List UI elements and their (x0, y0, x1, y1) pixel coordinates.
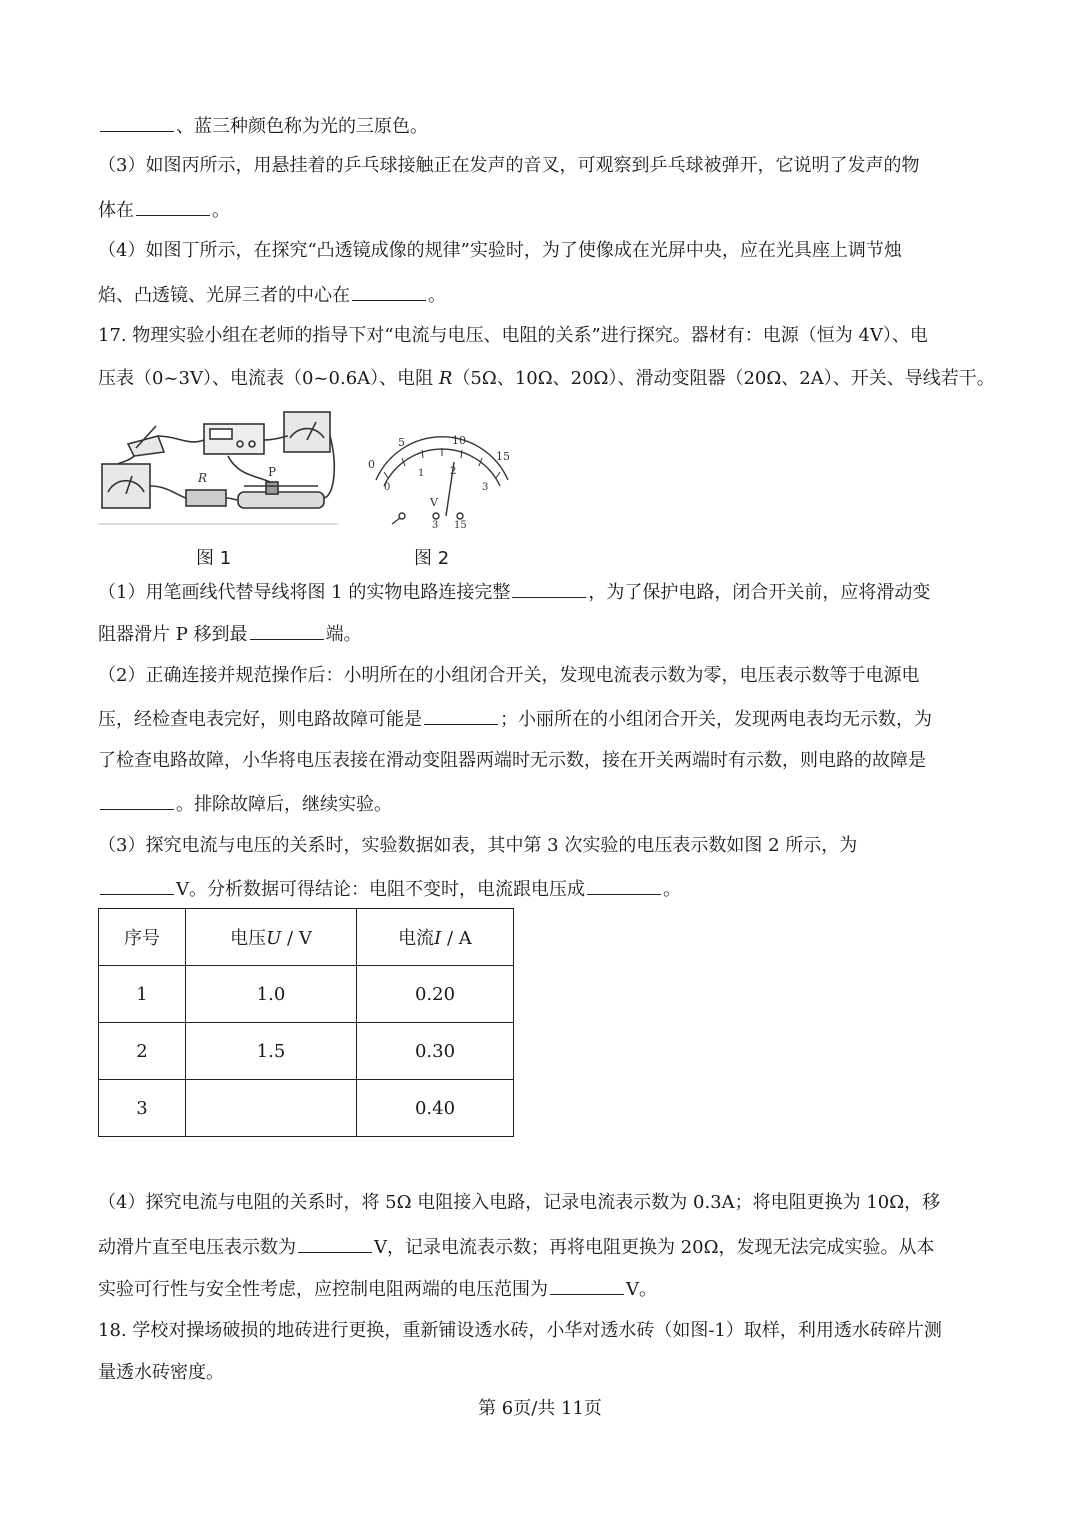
table-cell: 0.20 (357, 966, 514, 1023)
page-footer: 第 6页/共 11页 (478, 1398, 602, 1419)
answer-blank[interactable] (100, 113, 174, 132)
figure-2-caption: 图 2 (414, 548, 450, 569)
data-table (98, 908, 514, 1137)
terminal-label: 15 (454, 520, 467, 531)
resistor-label: R (198, 471, 208, 485)
table-row (99, 966, 514, 1023)
answer-blank[interactable] (587, 876, 661, 895)
scale-bottom-label: 2 (450, 466, 457, 477)
text-line: 焰、凸透镜、光屏三者的中心在 。 (98, 282, 446, 308)
table-cell: 1.0 (186, 966, 357, 1023)
scale-top-label: 15 (496, 450, 510, 463)
unit-label: V (430, 496, 438, 509)
voltmeter-figure-2 (362, 432, 522, 532)
scale-bottom-label: 0 (384, 482, 391, 493)
circuit-figure-1 (98, 406, 338, 534)
text-line: 动滑片直至电压表示数为 V，记录电流表示数；再将电阻更换为 20Ω，发现无法完成实验。从本 (98, 1234, 935, 1260)
text-line: （2）正确连接并规范操作后：小明所在的小组闭合开关，发现电流表示数为零，电压表示数等于电源电 (98, 665, 920, 686)
header-cell: 电压U / V (186, 909, 357, 966)
text-line: （4）探究电流与电阻的关系时，将 5Ω 电阻接入电路，记录电流表示数为 0.3A；将电阻更换为 10Ω，移 (98, 1192, 941, 1213)
text-line: （3）如图丙所示，用悬挂着的乒乓球接触正在发声的音叉，可观察到乒乓球被弹开，它说明了发声的物 (98, 155, 920, 176)
header-cell: 电流I / A (357, 909, 514, 966)
text-line: 阻器滑片 P 移到最 端。 (98, 621, 362, 647)
scale-bottom-label: 1 (418, 468, 425, 479)
table-cell: 3 (99, 1080, 186, 1137)
question-18-line: 量透水砖密度。 (98, 1362, 224, 1383)
text-line: （4）如图丁所示，在探究“凸透镜成像的规律”实验时，为了使像成在光屏中央，应在光具座上调节烛 (98, 240, 902, 261)
text-line: 压，经检查电表完好，则电路故障可能是 ；小丽所在的小组闭合开关，发现两电表均无示数，为 (98, 706, 932, 732)
slider-label: P (268, 465, 277, 479)
scale-bottom-label: 3 (482, 482, 489, 493)
text-line: （1）用笔画线代替导线将图 1 的实物电路连接完整 ，为了保护电路，闭合开关前，应将滑动变 (98, 579, 930, 605)
question-17-line: 压表（0~3V）、电流表（0~0.6A）、电阻 R（5Ω、10Ω、20Ω）、滑动变阻器（20Ω、2A）、开关、导线若干。 (98, 368, 995, 389)
answer-blank[interactable] (550, 1276, 624, 1295)
table-cell (186, 1080, 357, 1137)
terminal-label: 3 (432, 520, 439, 531)
table-cell: 0.40 (357, 1080, 514, 1137)
scale-top-label: 5 (398, 436, 405, 449)
answer-blank[interactable] (512, 579, 586, 598)
text-line: V。分析数据可得结论：电阻不变时，电流跟电压成 。 (98, 876, 681, 902)
answer-blank[interactable] (424, 706, 498, 725)
scale-top-label: 0 (368, 458, 375, 471)
table-row (99, 1023, 514, 1080)
figure-1-caption: 图 1 (196, 548, 232, 569)
text-line: （3）探究电流与电压的关系时，实验数据如表，其中第 3 次实验的电压表示数如图 2 所示，为 (98, 835, 858, 856)
answer-blank[interactable] (298, 1234, 372, 1253)
scale-top-label: 10 (452, 434, 466, 447)
header-cell: 序号 (99, 909, 186, 966)
text-line: 。排除故障后，继续实验。 (98, 791, 392, 817)
text-line: 、蓝三种颜色称为光的三原色。 (98, 113, 428, 139)
answer-blank[interactable] (136, 197, 210, 216)
answer-blank[interactable] (100, 876, 174, 895)
table-row (99, 1080, 514, 1137)
answer-blank[interactable] (352, 282, 426, 301)
table-cell: 2 (99, 1023, 186, 1080)
text-line: 体在 。 (98, 197, 230, 223)
answer-blank[interactable] (250, 621, 324, 640)
question-18-line: 18. 学校对操场破损的地砖进行更换，重新铺设透水砖，小华对透水砖（如图-1）取样，利用透水砖碎片测 (98, 1320, 942, 1341)
text-line: 了检查电路故障，小华将电压表接在滑动变阻器两端时无示数，接在开关两端时有示数，则电路的故障是 (98, 750, 926, 771)
table-cell: 1 (99, 966, 186, 1023)
table-cell: 0.30 (357, 1023, 514, 1080)
table-header-row (99, 909, 514, 966)
text-line: 实验可行性与安全性考虑，应控制电阻两端的电压范围为 V。 (98, 1276, 657, 1302)
question-17-line: 17. 物理实验小组在老师的指导下对“电流与电压、电阻的关系”进行探究。器材有：电源（恒为 4V）、电 (98, 325, 928, 346)
answer-blank[interactable] (100, 791, 174, 810)
table-cell: 1.5 (186, 1023, 357, 1080)
